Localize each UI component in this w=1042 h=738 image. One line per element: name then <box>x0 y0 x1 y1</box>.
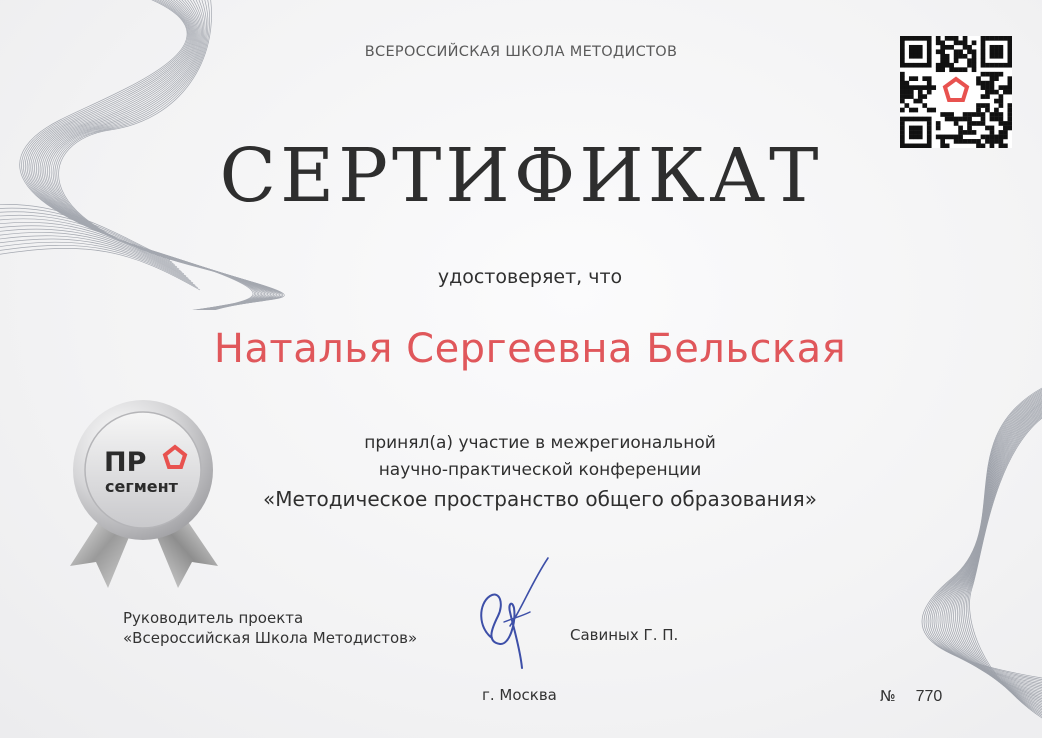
leader-line-2: «Всероссийская Школа Методистов» <box>123 629 418 647</box>
number-label: № <box>880 687 896 705</box>
description-line-1: принял(а) участие в межрегиональной <box>364 433 716 453</box>
pentagon-logo-icon <box>945 79 967 100</box>
recipient-name: Наталья Сергеевна Бельская <box>213 326 847 372</box>
description-line-2: научно-практической конференции <box>378 460 702 480</box>
badge-logo-line2: сегмент <box>105 477 178 496</box>
project-leader <box>123 608 417 648</box>
badge-logo-line1: ПР <box>104 447 147 478</box>
number-value: 770 <box>915 688 943 705</box>
medal-ribbon-icon <box>58 398 228 598</box>
signer-name: Савиных Г. П. <box>570 626 679 644</box>
certifies-text: удостоверяет, что <box>437 266 623 288</box>
leader-line-1: Руководитель проекта <box>123 609 304 627</box>
signature-icon <box>470 552 560 677</box>
city: г. Москва <box>482 686 557 704</box>
certificate-title: СЕРТИФИКАТ <box>219 133 823 219</box>
certificate-number <box>880 687 942 706</box>
school-name: ВСЕРОССИЙСКАЯ ШКОЛА МЕТОДИСТОВ <box>364 44 678 60</box>
conference-title: «Методическое пространство общего образования» <box>263 487 817 511</box>
